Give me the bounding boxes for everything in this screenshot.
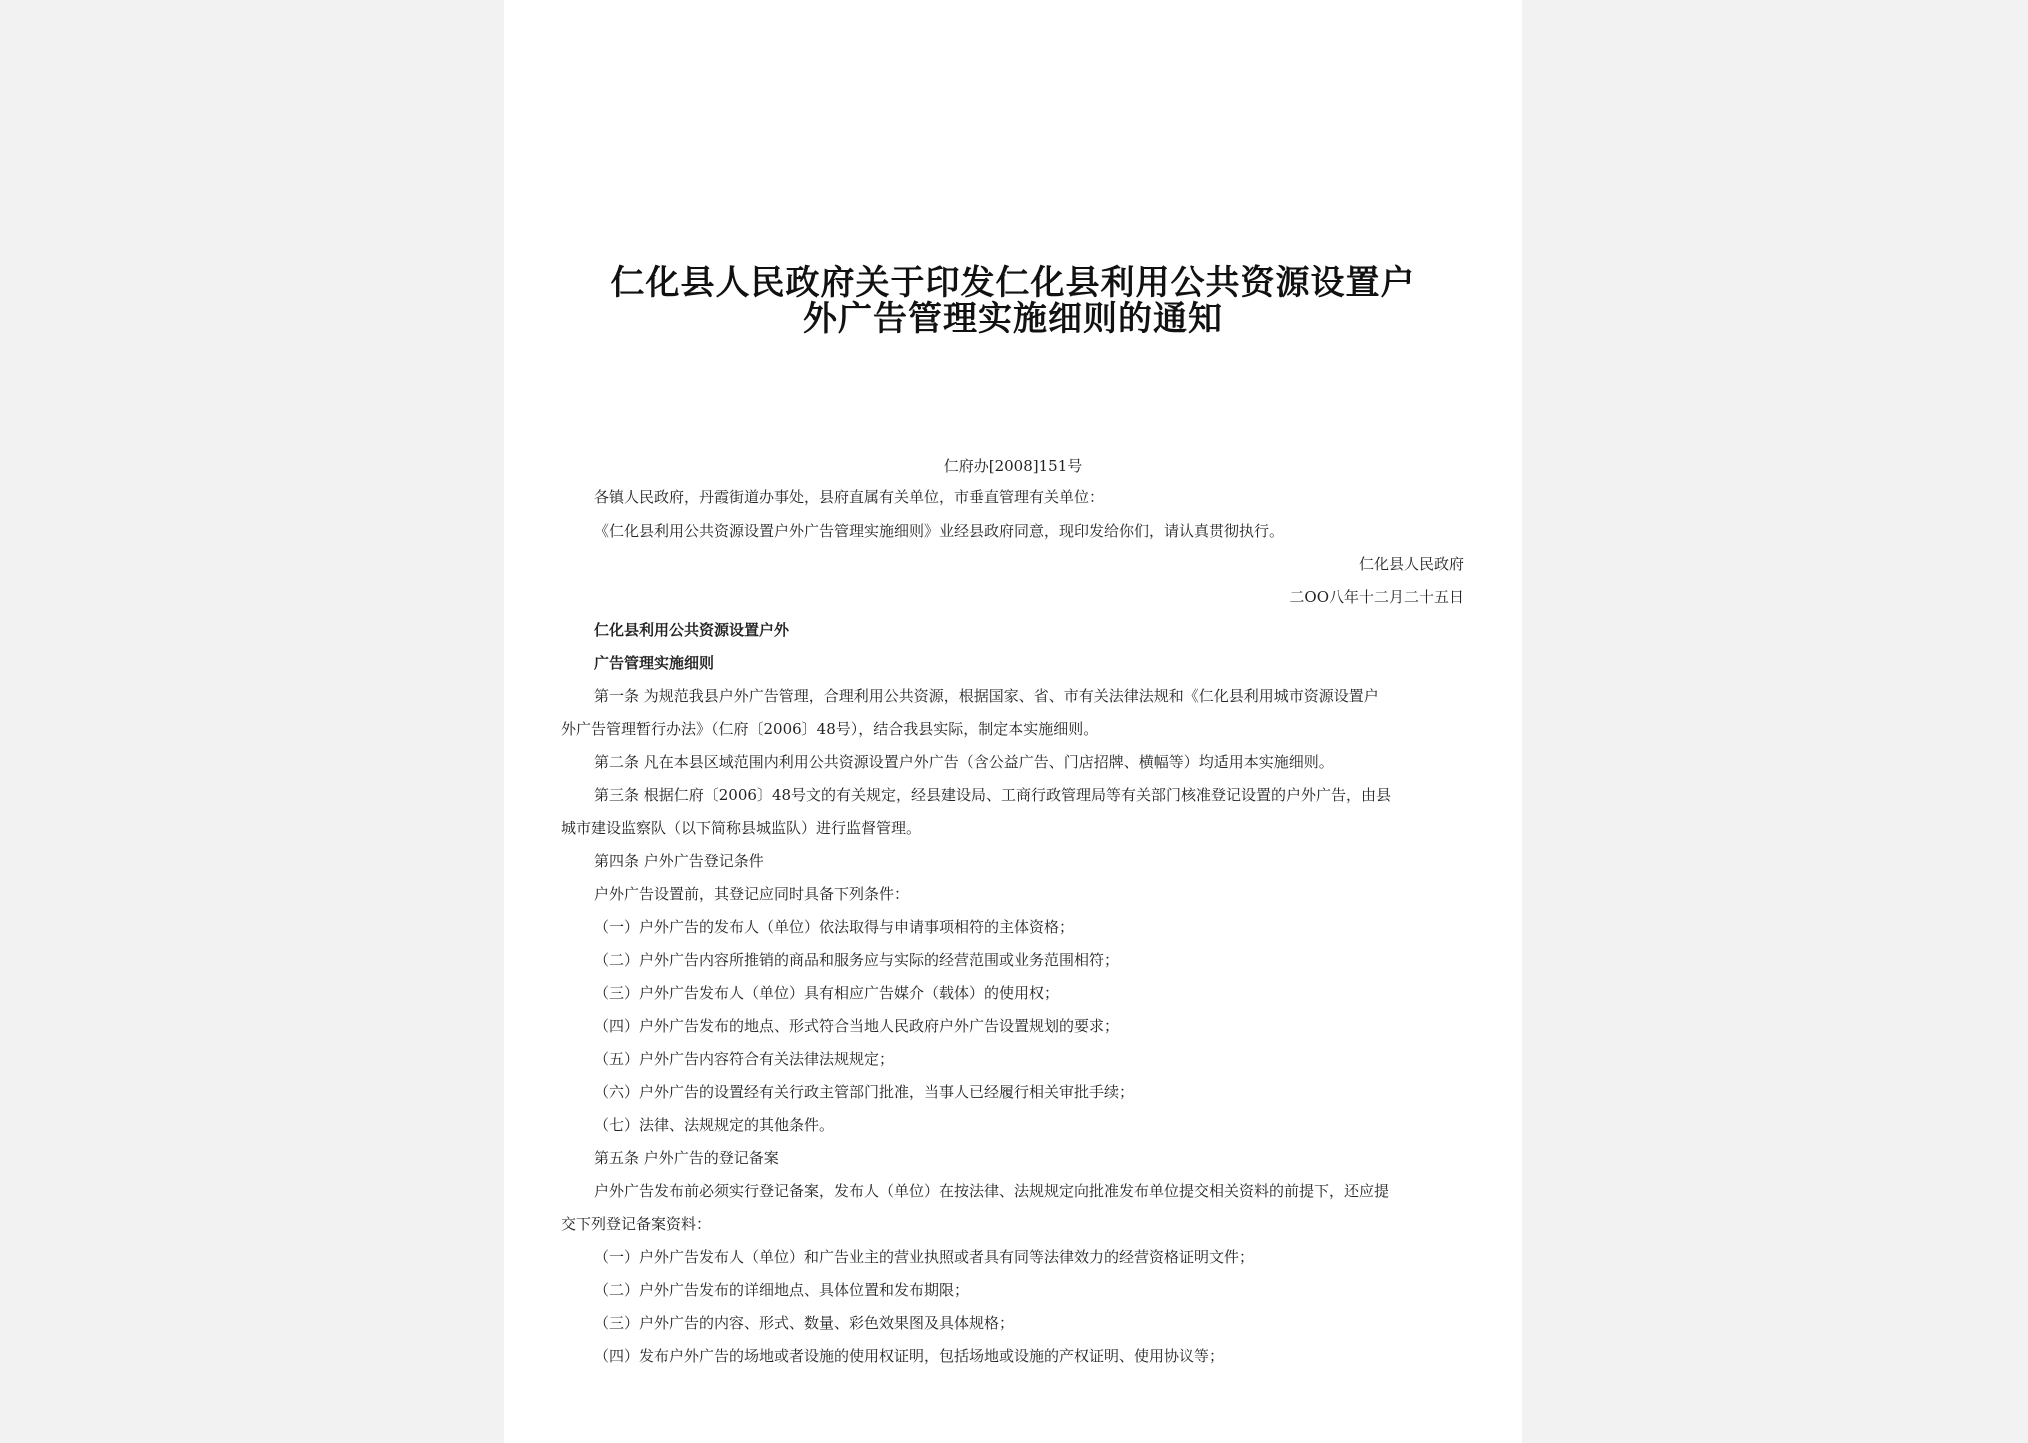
- article-4-item: （一）户外广告的发布人（单位）依法取得与申请事项相符的主体资格；: [594, 918, 1075, 936]
- article-5-intro-line-1: 户外广告发布前必须实行登记备案，发布人（单位）在按法律、法规规定向批准发布单位提交相关资料的前提下，还应提: [594, 1182, 1390, 1200]
- article-3-line-2: 城市建设监察队（以下简称县城监队）进行监督管理。: [561, 819, 922, 837]
- article-5-item: （三）户外广告的内容、形式、数量、彩色效果图及具体规格；: [594, 1314, 1015, 1332]
- article-5-item: （四）发布户外广告的场地或者设施的使用权证明，包括场地或设施的产权证明、使用协议等；: [594, 1347, 1225, 1365]
- addressee: 各镇人民政府，丹霞街道办事处，县府直属有关单位，市垂直管理有关单位：: [594, 488, 1105, 506]
- attachment-title-line-2: 广告管理实施细则: [594, 654, 715, 672]
- attachment-title-line-1: 仁化县利用公共资源设置户外: [594, 621, 790, 639]
- document-title-line-1: 仁化县人民政府关于印发仁化县利用公共资源设置户: [610, 263, 1416, 303]
- article-5-item: （一）户外广告发布人（单位）和广告业主的营业执照或者具有同等法律效力的经营资格证明文件；: [594, 1248, 1255, 1266]
- article-4-item: （三）户外广告发布人（单位）具有相应广告媒介（载体）的使用权；: [594, 984, 1060, 1002]
- article-3-line-1: 第三条 根据仁府〔2006〕48号文的有关规定，经县建设局、工商行政管理局等有关部门核准登记设置的户外广告，由县: [594, 786, 1392, 804]
- document-number: 仁府办[2008]151号: [943, 457, 1083, 475]
- article-4-item: （五）户外广告内容符合有关法律法规规定；: [594, 1050, 895, 1068]
- article-4-item: （六）户外广告的设置经有关行政主管部门批准，当事人已经履行相关审批手续；: [594, 1083, 1135, 1101]
- document-title-line-2: 外广告管理实施细则的通知: [803, 299, 1223, 339]
- document-page: [504, 0, 1522, 1443]
- article-1-line-2: 外广告管理暂行办法》（仁府〔2006〕48号），结合我县实际，制定本实施细则。: [561, 720, 1099, 738]
- signature-date: 二OO八年十二月二十五日: [1289, 588, 1464, 606]
- article-4-item: （四）户外广告发布的地点、形式符合当地人民政府户外广告设置规划的要求；: [594, 1017, 1120, 1035]
- article-1-line-1: 第一条 为规范我县户外广告管理，合理利用公共资源，根据国家、省、市有关法律法规和《仁化县利用城市资源设置户: [594, 687, 1379, 705]
- signature-issuer: 仁化县人民政府: [1358, 555, 1464, 573]
- article-4-item: （七）法律、法规规定的其他条件。: [594, 1116, 835, 1134]
- article-2: 第二条 凡在本县区域范围内利用公共资源设置户外广告（含公益广告、门店招牌、横幅等）均适用本实施细则。: [594, 753, 1334, 771]
- article-5-heading: 第五条 户外广告的登记备案: [594, 1149, 779, 1167]
- body-intro: 《仁化县利用公共资源设置户外广告管理实施细则》业经县政府同意，现印发给你们，请认真贯彻执行。: [594, 522, 1285, 540]
- article-4-heading: 第四条 户外广告登记条件: [594, 852, 764, 870]
- article-5-intro-line-2: 交下列登记备案资料：: [561, 1215, 712, 1233]
- article-4-item: （二）户外广告内容所推销的商品和服务应与实际的经营范围或业务范围相符；: [594, 951, 1120, 969]
- article-5-item: （二）户外广告发布的详细地点、具体位置和发布期限；: [594, 1281, 970, 1299]
- article-4-intro: 户外广告设置前，其登记应同时具备下列条件：: [594, 885, 910, 903]
